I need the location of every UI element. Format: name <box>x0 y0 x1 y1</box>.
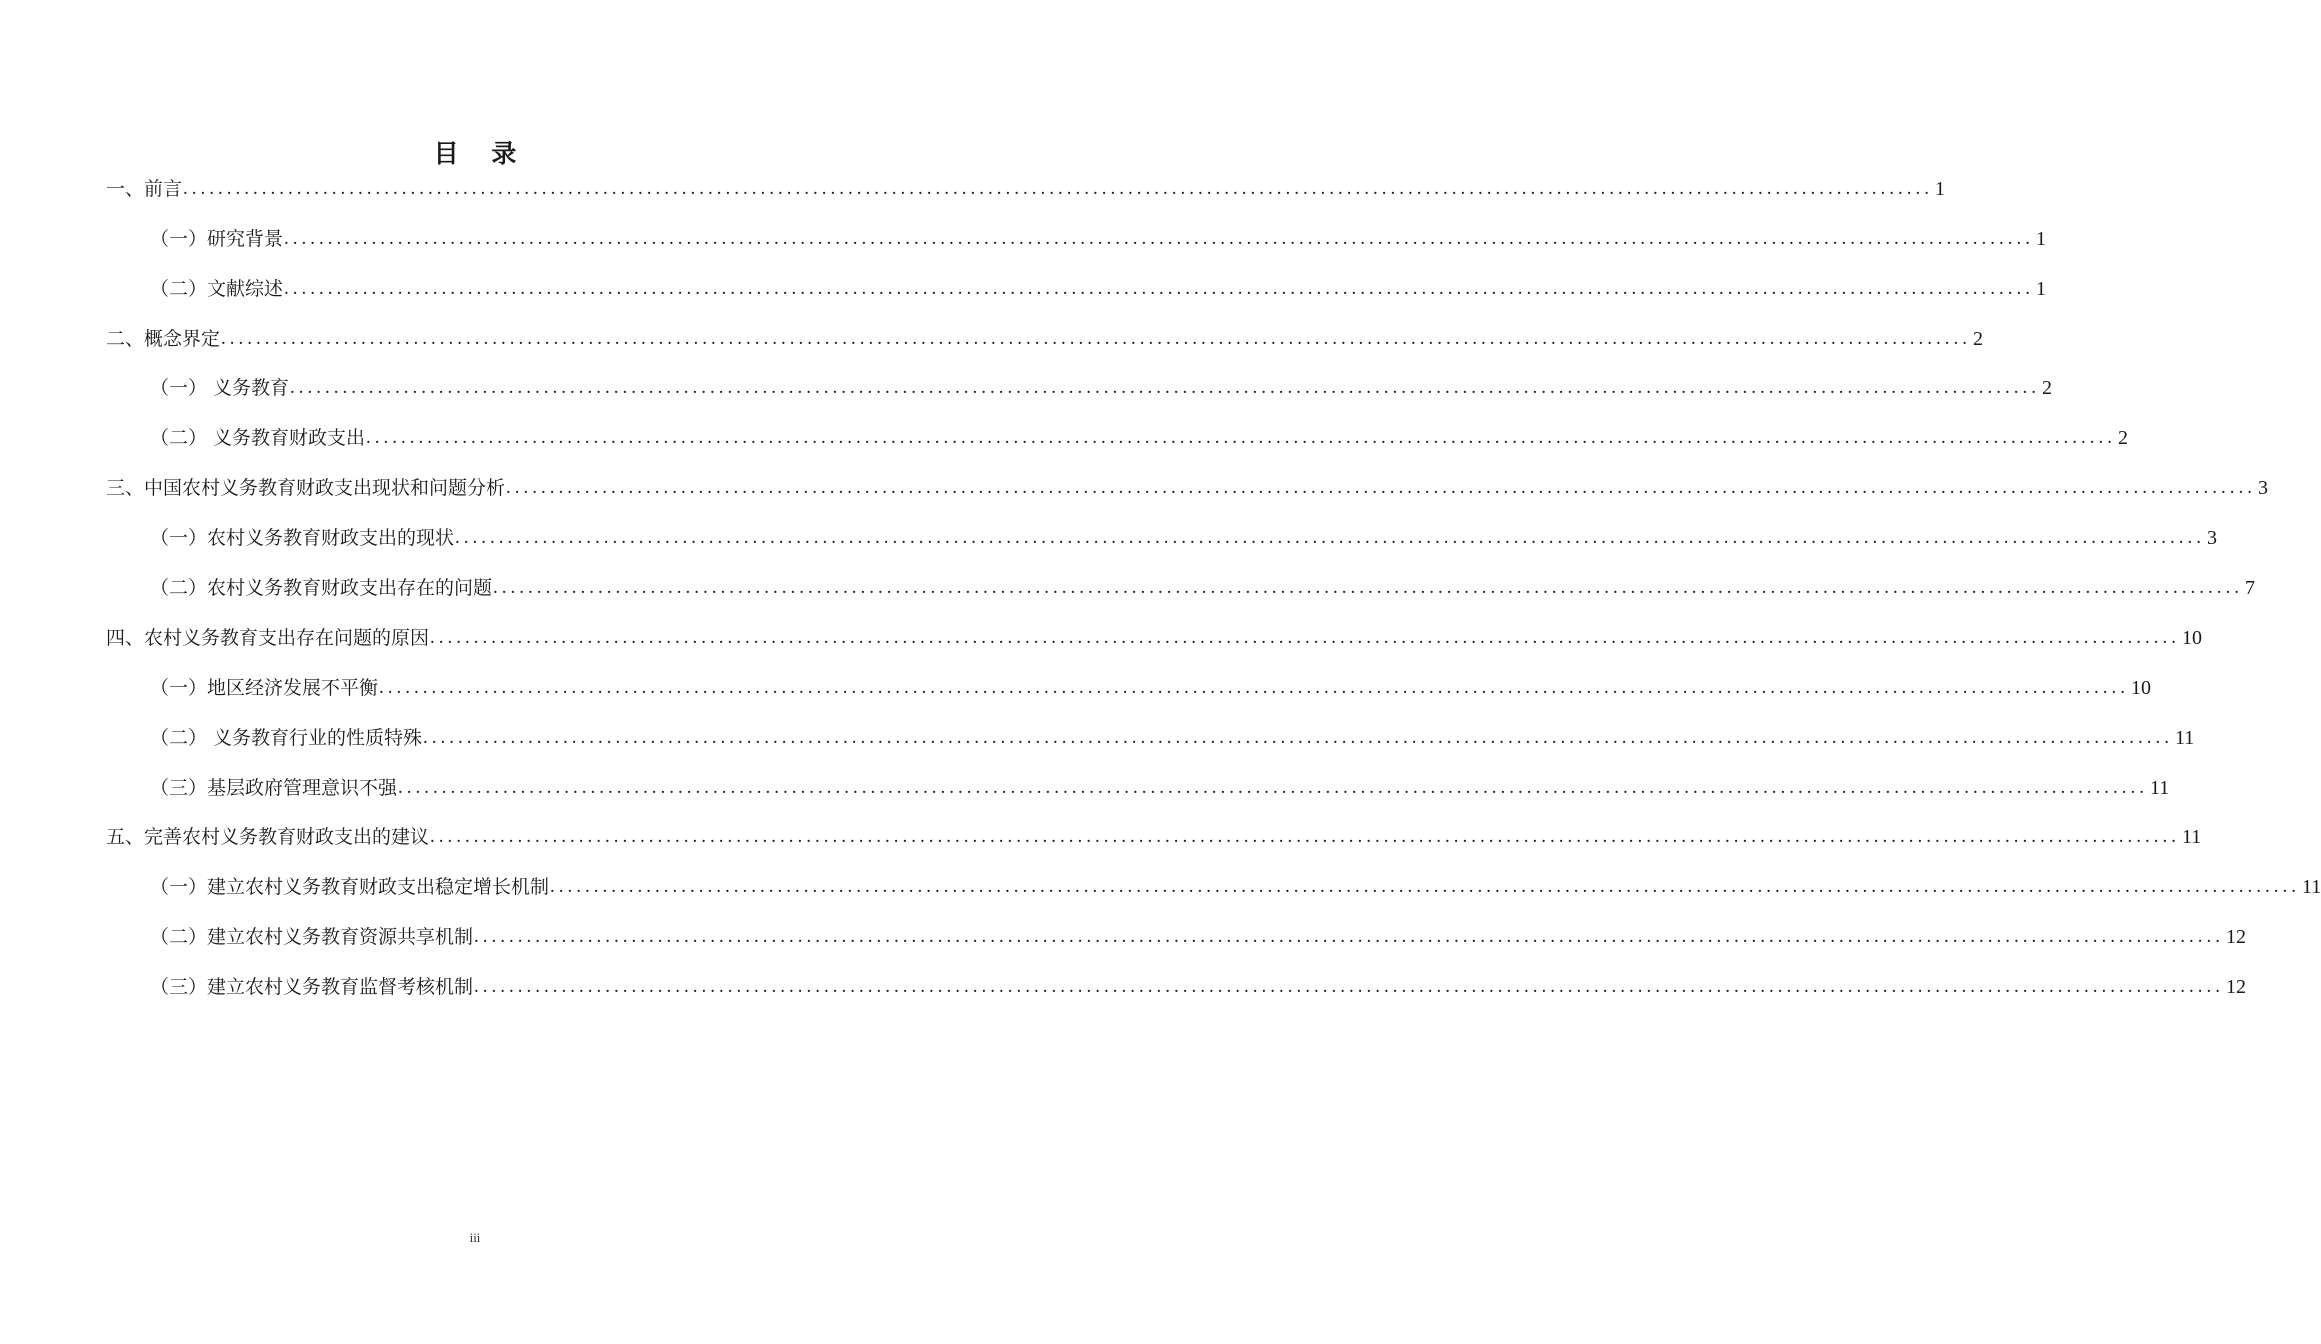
toc-entry-1-1[interactable] <box>150 224 2047 254</box>
toc-dot-leader: ........................................................................................................................................................................................................ <box>474 976 2225 997</box>
toc-dot-leader: ........................................................................................................................................................................................................ <box>423 727 2174 748</box>
page-title: 目 录 <box>433 139 529 168</box>
toc-dot-leader: ........................................................................................................................................................................................................ <box>221 328 1972 349</box>
toc-page-number: 2 <box>2042 377 2053 399</box>
toc-dot-leader: ........................................................................................................................................................................................................ <box>284 228 2035 249</box>
toc-entry-label: （一）地区经济发展不平衡 <box>150 677 379 699</box>
toc-entry-label: 五、完善农村义务教育财政支出的建议 <box>106 826 430 848</box>
toc-entry-2-2[interactable] <box>150 423 2129 453</box>
toc-entry-label: 四、农村义务教育支出存在问题的原因 <box>106 627 430 649</box>
page-number-footer: iii <box>469 1230 481 1245</box>
toc-page-number: 11 <box>2175 727 2195 749</box>
toc-entry-3[interactable] <box>106 473 2269 503</box>
toc-entry-label: （二）农村义务教育财政支出存在的问题 <box>150 577 493 599</box>
toc-entry-label: （一）建立农村义务教育财政支出稳定增长机制 <box>150 876 550 898</box>
toc-entry-5-1[interactable] <box>150 872 2321 902</box>
toc-dot-leader: ........................................................................................................................................................................................................ <box>284 278 2035 299</box>
toc-entry-2-1[interactable] <box>150 373 2053 403</box>
toc-page-number: 2 <box>1973 328 1984 350</box>
toc-page-number: 12 <box>2226 926 2247 948</box>
toc-dot-leader: ........................................................................................................................................................................................................ <box>550 876 2301 897</box>
toc-dot-leader: ........................................................................................................................................................................................................ <box>430 826 2181 847</box>
toc-entry-label: （一） 义务教育 <box>150 377 290 399</box>
toc-entry-5-2[interactable] <box>150 922 2247 952</box>
toc-page-number: 1 <box>2036 278 2047 300</box>
toc-dot-leader: ........................................................................................................................................................................................................ <box>183 178 1934 199</box>
toc-dot-leader: ........................................................................................................................................................................................................ <box>379 677 2130 698</box>
toc-entry-label: 二、概念界定 <box>106 328 221 350</box>
toc-dot-leader: ........................................................................................................................................................................................................ <box>366 427 2117 448</box>
toc-dot-leader: ........................................................................................................................................................................................................ <box>455 527 2206 548</box>
toc-page-number: 2 <box>2118 427 2129 449</box>
toc-dot-leader: ........................................................................................................................................................................................................ <box>493 577 2244 598</box>
toc-entry-label: （二）建立农村义务教育资源共享机制 <box>150 926 474 948</box>
toc-entry-label: （二）文献综述 <box>150 278 284 300</box>
toc-entry-label: （三）建立农村义务教育监督考核机制 <box>150 976 474 998</box>
toc-entry-3-1[interactable] <box>150 523 2218 553</box>
toc-page-number: 11 <box>2182 826 2202 848</box>
toc-entry-label: 一、前言 <box>106 178 183 200</box>
toc-dot-leader: ........................................................................................................................................................................................................ <box>290 377 2041 398</box>
toc-entry-3-2[interactable] <box>150 573 2256 603</box>
toc-entry-4-2[interactable] <box>150 723 2195 753</box>
toc-entry-4[interactable] <box>106 623 2203 653</box>
toc-entry-label: （三）基层政府管理意识不强 <box>150 777 398 799</box>
toc-page-number: 7 <box>2245 577 2256 599</box>
toc-page-number: 10 <box>2182 627 2203 649</box>
toc-dot-leader: ........................................................................................................................................................................................................ <box>474 926 2225 947</box>
toc-entry-label: （二） 义务教育财政支出 <box>150 427 366 449</box>
toc-page-number: 3 <box>2258 477 2269 499</box>
toc-page-number: 12 <box>2226 976 2247 998</box>
toc-dot-leader: ........................................................................................................................................................................................................ <box>506 477 2257 498</box>
toc-entry-label: （一）研究背景 <box>150 228 284 250</box>
toc-entry-4-1[interactable] <box>150 673 2152 703</box>
toc-dot-leader: ........................................................................................................................................................................................................ <box>430 627 2181 648</box>
toc-page-number: 1 <box>1935 178 1946 200</box>
toc-entry-1[interactable] <box>106 174 1946 204</box>
toc-entry-1-2[interactable] <box>150 274 2047 304</box>
toc-page-number: 3 <box>2207 527 2218 549</box>
toc-entry-5-3[interactable] <box>150 972 2247 1002</box>
toc-entry-label: （二） 义务教育行业的性质特殊 <box>150 727 423 749</box>
toc-entry-5[interactable] <box>106 822 2202 852</box>
toc-page-number: 11 <box>2302 876 2321 898</box>
toc-page-number: 1 <box>2036 228 2047 250</box>
toc-entry-label: 三、中国农村义务教育财政支出现状和问题分析 <box>106 477 506 499</box>
toc-entry-2[interactable] <box>106 324 1984 354</box>
toc-page-number: 11 <box>2150 777 2170 799</box>
toc-entry-label: （一）农村义务教育财政支出的现状 <box>150 527 455 549</box>
toc-page-number: 10 <box>2131 677 2152 699</box>
toc-entry-4-3[interactable] <box>150 773 2170 803</box>
toc-dot-leader: ........................................................................................................................................................................................................ <box>398 777 2149 798</box>
